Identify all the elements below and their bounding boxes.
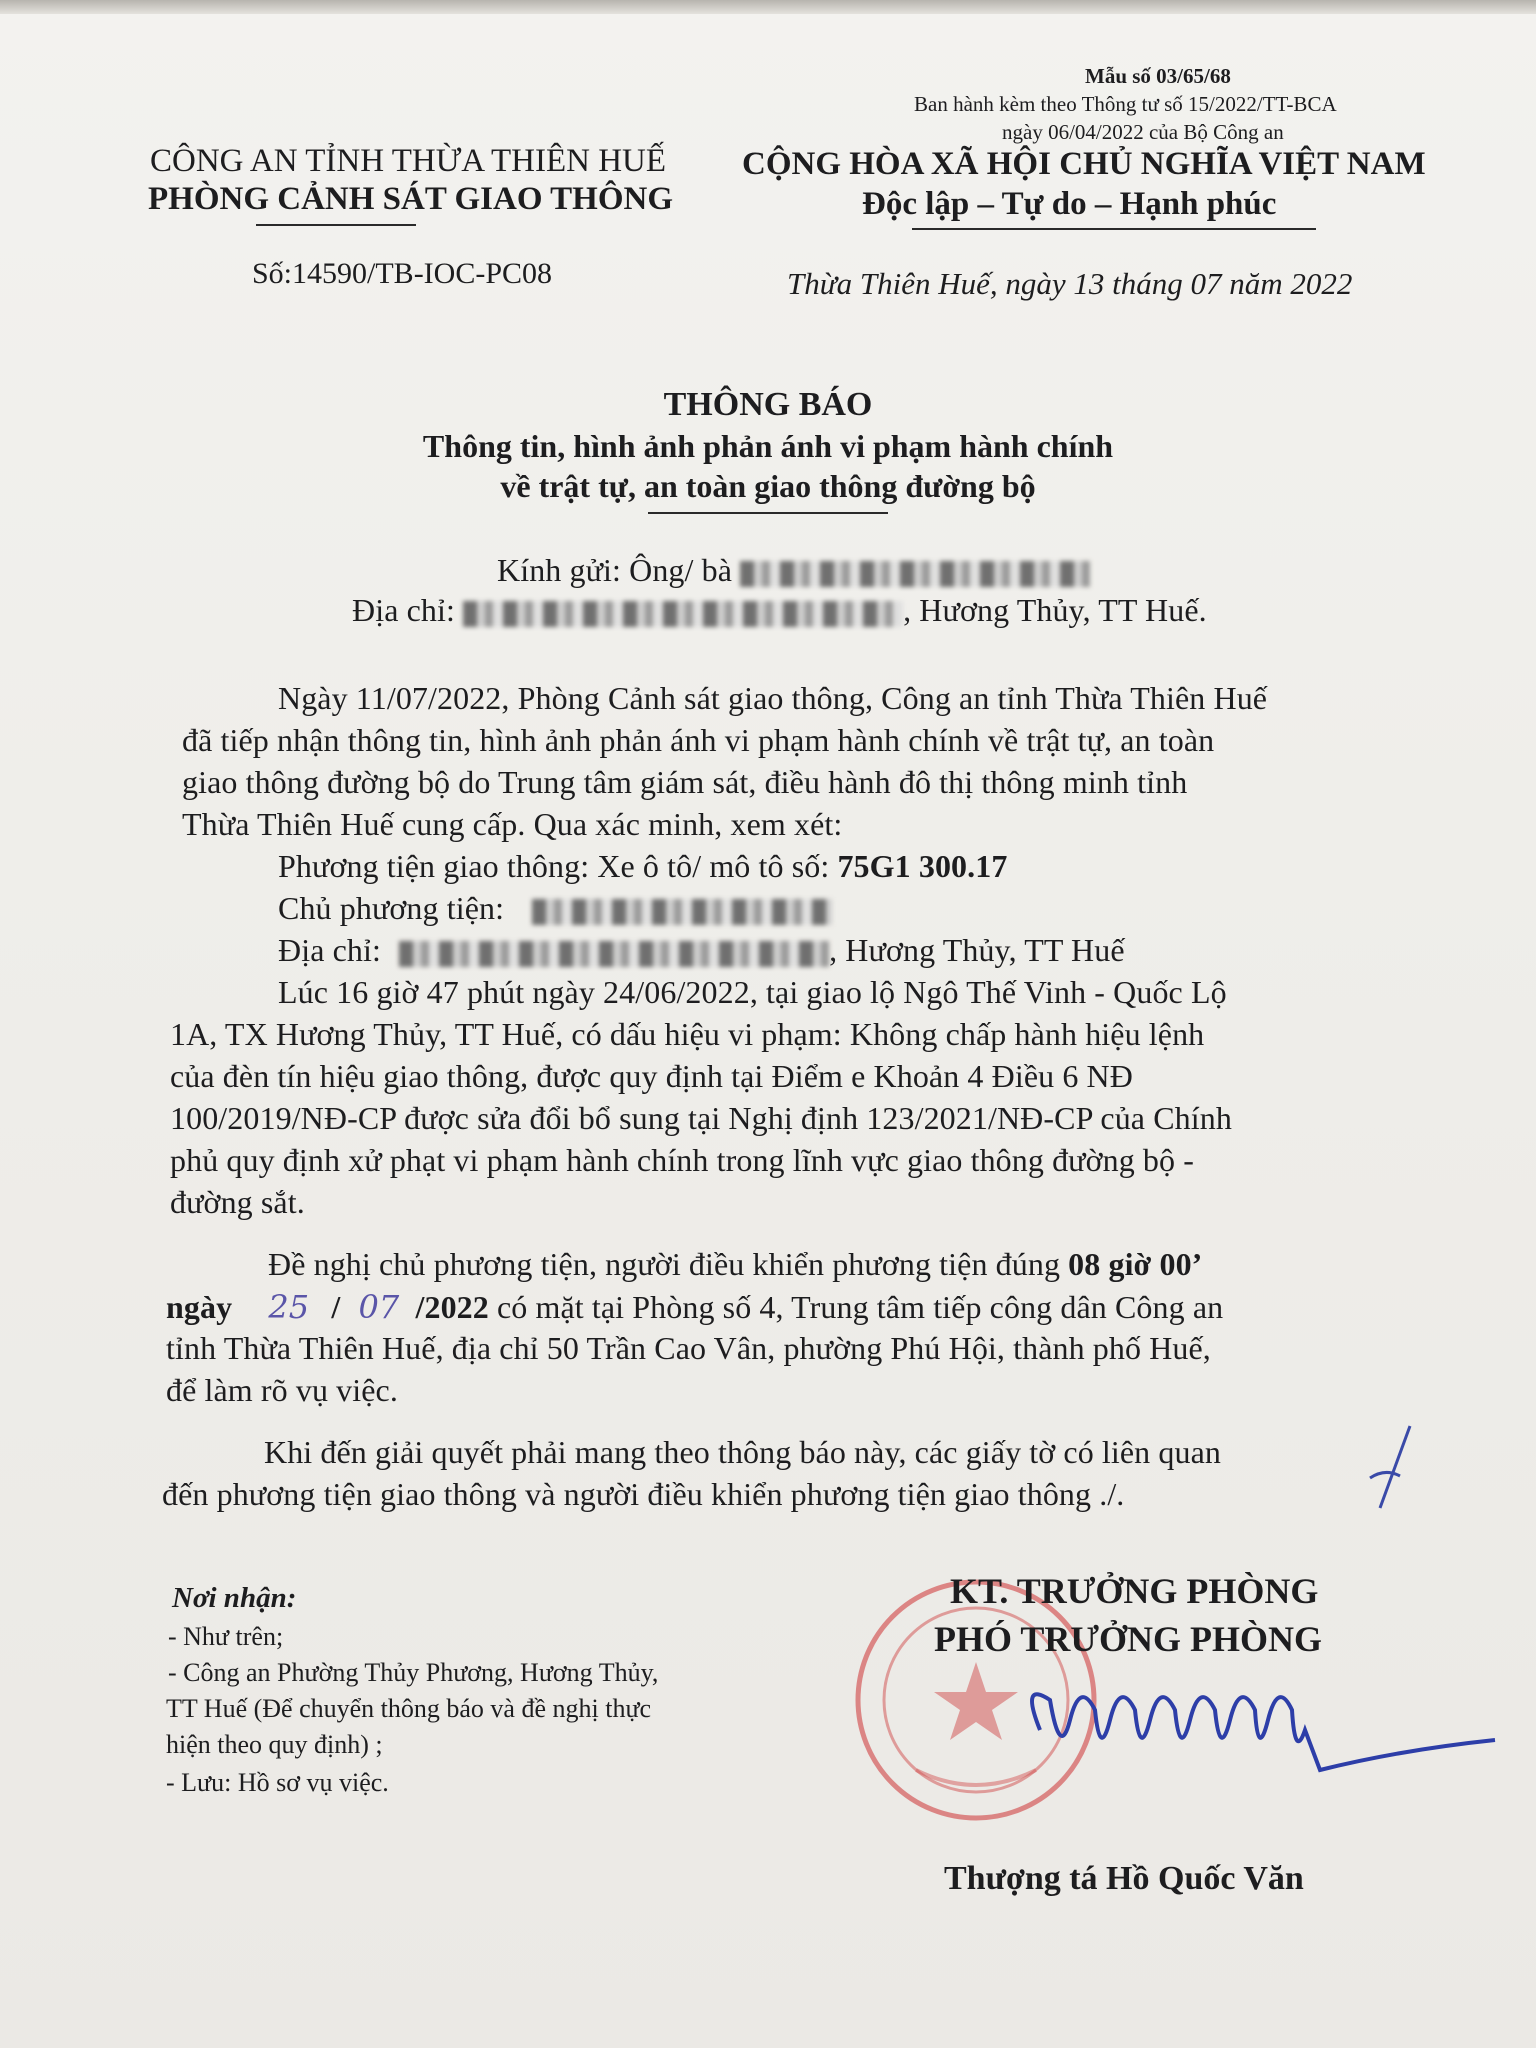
document-subtitle-1: Thông tin, hình ảnh phản ánh vi phạm hành chính	[422, 428, 1114, 464]
appointment-year: /2022	[415, 1289, 489, 1325]
department-underline	[256, 224, 416, 226]
document-subtitle-2: về trật tự, an toàn giao thông đường bộ	[500, 468, 1036, 504]
document-title: THÔNG BÁO	[663, 386, 873, 423]
request-line-2	[166, 1288, 1223, 1326]
owner-line	[278, 890, 832, 927]
subtitle-underline	[648, 512, 888, 514]
recipient-address-label: Địa chỉ:	[352, 592, 455, 628]
paragraph-1-line-2: đã tiếp nhận thông tin, hình ảnh phản ánh vi phạm hành chính về trật tự, an toàn	[182, 722, 1215, 758]
photo-top-edge	[0, 0, 1536, 14]
redacted-owner-name	[532, 899, 832, 925]
owner-address-line	[278, 932, 1125, 969]
request-text: Đề nghị chủ phương tiện, người điều khiển phương tiện đúng	[268, 1246, 1061, 1282]
request-location: có mặt tại Phòng số 4, Trung tâm tiếp công dân Công an	[496, 1289, 1224, 1325]
violation-line-3: của đèn tín hiệu giao thông, được quy định tại Điểm e Khoản 4 Điều 6 NĐ	[170, 1058, 1133, 1094]
recipients-label: Nơi nhận:	[172, 1582, 297, 1614]
redacted-owner-address	[399, 941, 829, 967]
request-line-3: tỉnh Thừa Thiên Huế, địa chỉ 50 Trần Cao Vân, phường Phú Hội, thành phố Huế,	[166, 1330, 1211, 1366]
redacted-recipient-name	[740, 561, 1090, 587]
closing-line-1: Khi đến giải quyết phải mang theo thông báo này, các giấy tờ có liên quan	[264, 1434, 1221, 1470]
recipient-line	[497, 552, 1090, 589]
paragraph-1-line-4: Thừa Thiên Huế cung cấp. Qua xác minh, xem xét:	[182, 806, 843, 842]
violation-line-5: phủ quy định xử phạt vi phạm hành chính trong lĩnh vực giao thông đường bộ -	[170, 1142, 1194, 1178]
day-label: ngày	[166, 1289, 233, 1325]
recipient-label: Kính gửi: Ông/ bà	[497, 552, 733, 588]
motto-underline	[912, 228, 1316, 230]
violation-line-4: 100/2019/NĐ-CP được sửa đổi bổ sung tại Nghị định 123/2021/NĐ-CP của Chính	[170, 1100, 1232, 1136]
request-line-4: để làm rõ vụ việc.	[166, 1372, 398, 1408]
license-plate: 75G1 300.17	[837, 848, 1008, 884]
recipient-address-tail: , Hương Thủy, TT Huế.	[903, 592, 1207, 628]
owner-label: Chủ phương tiện:	[278, 890, 505, 926]
signer-name: Thượng tá Hồ Quốc Văn	[944, 1860, 1304, 1897]
form-issued-line-1: Ban hành kèm theo Thông tư số 15/2022/TT-BCA	[914, 92, 1337, 116]
date-separator: /	[331, 1289, 341, 1325]
recipients-line-3: TT Huế (Để chuyển thông báo và đề nghị thực	[166, 1694, 652, 1723]
recipients-line-4: hiện theo quy định) ;	[166, 1730, 383, 1759]
department-name: PHÒNG CẢNH SÁT GIAO THÔNG	[148, 181, 674, 217]
agency-name: CÔNG AN TỈNH THỪA THIÊN HUẾ	[150, 143, 667, 179]
redacted-recipient-address	[463, 601, 903, 627]
violation-line-2: 1A, TX Hương Thủy, TT Huế, có dấu hiệu vi phạm: Không chấp hành hiệu lệnh	[170, 1016, 1205, 1052]
recipients-line-1: - Như trên;	[168, 1622, 284, 1651]
vehicle-line	[278, 848, 1007, 885]
owner-address-label: Địa chỉ:	[278, 932, 381, 968]
form-number: Mẫu số 03/65/68	[1085, 64, 1231, 88]
closing-line-2: đến phương tiện giao thông và người điều khiển phương tiện giao thông ./.	[162, 1476, 1125, 1512]
handwritten-signature	[1000, 1660, 1500, 1810]
handwritten-day: 25	[268, 1288, 310, 1326]
initial-mark-icon	[1340, 1418, 1430, 1518]
vehicle-label: Phương tiện giao thông: Xe ô tô/ mô tô số:	[278, 848, 830, 884]
recipient-address-line	[352, 592, 1207, 629]
recipients-line-5: - Lưu: Hồ sơ vụ việc.	[166, 1768, 389, 1797]
owner-address-tail: , Hương Thủy, TT Huế	[829, 932, 1125, 968]
document-number: Số:14590/TB-IOC-PC08	[252, 257, 553, 290]
appointment-time: 08 giờ 00’	[1068, 1246, 1203, 1282]
handwritten-month: 07	[358, 1288, 400, 1326]
paragraph-1-line-1: Ngày 11/07/2022, Phòng Cảnh sát giao thông, Công an tỉnh Thừa Thiên Huế	[278, 680, 1268, 716]
recipients-line-2: - Công an Phường Thủy Phương, Hương Thủy,	[168, 1658, 659, 1687]
signature-title-2: PHÓ TRƯỞNG PHÒNG	[934, 1619, 1323, 1659]
form-issued-line-2: ngày 06/04/2022 của Bộ Công an	[1002, 120, 1284, 144]
nation-name: CỘNG HÒA XÃ HỘI CHỦ NGHĨA VIỆT NAM	[742, 146, 1426, 182]
place-and-date: Thừa Thiên Huế, ngày 13 tháng 07 năm 2022	[787, 266, 1353, 301]
paragraph-1-line-3: giao thông đường bộ do Trung tâm giám sát, điều hành đô thị thông minh tỉnh	[182, 764, 1188, 800]
request-line-1	[268, 1246, 1202, 1283]
violation-line-1: Lúc 16 giờ 47 phút ngày 24/06/2022, tại giao lộ Ngô Thế Vinh - Quốc Lộ	[278, 974, 1227, 1010]
nation-motto: Độc lập – Tự do – Hạnh phúc	[862, 186, 1277, 222]
signature-title-1: KT. TRƯỞNG PHÒNG	[950, 1571, 1319, 1611]
violation-line-6: đường sắt.	[170, 1184, 305, 1220]
